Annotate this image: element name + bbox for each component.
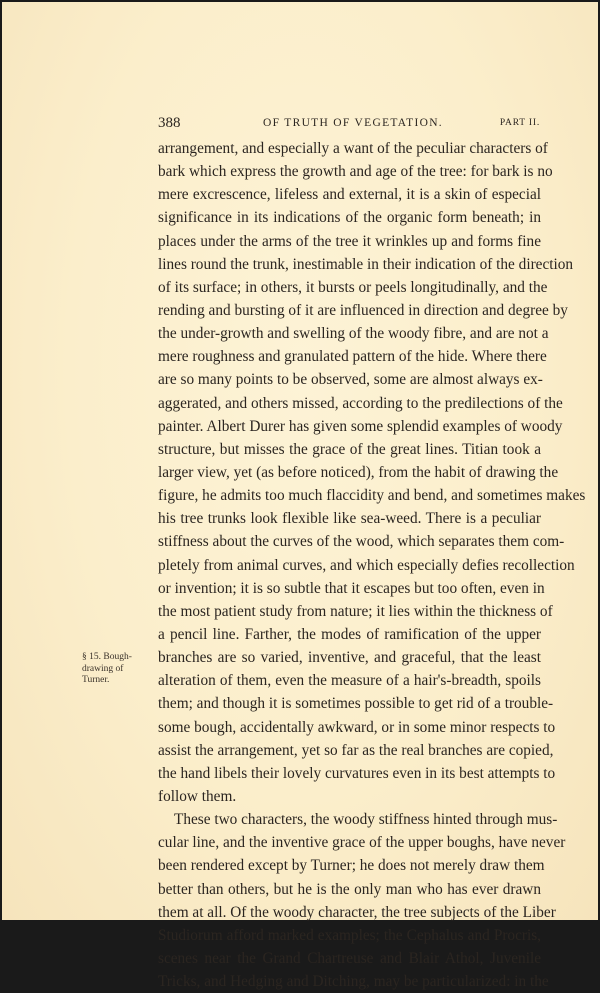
text-line: the under-growth and swelling of the woody fibre, and are not a bbox=[158, 325, 549, 343]
text-line: rending and bursting of it are influenced in direction and degree by bbox=[158, 301, 568, 319]
text-line: them; and though it is sometimes possible to get rid of a trouble- bbox=[158, 695, 554, 713]
marginal-note-line: § 15. Bough- bbox=[82, 652, 132, 662]
page-number: 388 bbox=[158, 115, 181, 131]
text-line: them at all. Of the woody character, the tree subjects of the Liber bbox=[158, 903, 556, 921]
text-line: a pencil line. Farther, the modes of ramification of the upper bbox=[158, 625, 541, 643]
text-line: bark which express the growth and age of the tree: for bark is no bbox=[158, 163, 553, 181]
running-title: OF TRUTH OF VEGETATION. bbox=[263, 117, 443, 129]
body-text bbox=[158, 137, 586, 993]
text-line: Tricks, and Hedging and Ditching, may be particularized: in the bbox=[158, 973, 549, 991]
text-line: places under the arms of the tree it wrinkles up and forms fine bbox=[158, 232, 541, 250]
text-line: pletely from animal curves, and which especially defies recollection bbox=[158, 556, 575, 574]
text-line: These two characters, the woody stiffness hinted through mus- bbox=[174, 811, 558, 829]
text-line: better than others, but he is the only man who has ever drawn bbox=[158, 880, 541, 898]
text-line: arrangement, and especially a want of the peculiar characters of bbox=[158, 140, 548, 157]
text-line: structure, but misses the grace of the great lines. Titian took a bbox=[158, 440, 541, 458]
text-line: the most patient study from nature; it lies within the thickness of bbox=[158, 602, 553, 620]
text-line: some bough, accidentally awkward, or in some minor respects to bbox=[158, 718, 556, 736]
text-line: painter. Albert Durer has given some splendid examples of woody bbox=[158, 417, 563, 435]
text-line: are so many points to be observed, some are almost always ex- bbox=[158, 371, 543, 389]
text-line: the hand libels their lovely curvatures even in its best attempts to bbox=[158, 764, 556, 782]
text-line: figure, he admits too much flaccidity and bend, and sometimes makes bbox=[158, 487, 586, 505]
text-line: Studiorum afford marked examples; the Cephalus and Procris, bbox=[158, 926, 541, 944]
text-line: cular line, and the inventive grace of the upper boughs, have never bbox=[158, 834, 566, 852]
text-line: significance in its indications of the organic form beneath; in bbox=[158, 209, 541, 227]
text-line: mere roughness and granulated pattern of the hide. Where there bbox=[158, 348, 547, 366]
text-line: assist the arrangement, yet so far as the real branches are copied, bbox=[158, 741, 554, 759]
text-line: larger view, yet (as before noticed), from the habit of drawing the bbox=[158, 463, 559, 481]
book-page bbox=[2, 2, 598, 991]
page-header bbox=[158, 115, 540, 135]
text-line: of its surface; in others, it bursts or peels longitudinally, and the bbox=[158, 278, 548, 296]
text-line: scenes near the Grand Chartreuse and Blair Athol, Juvenile bbox=[158, 949, 541, 967]
text-line: his tree trunks look flexible like sea-weed. There is a peculiar bbox=[158, 510, 541, 528]
text-line: lines round the trunk, inestimable in their indication of the direction bbox=[158, 255, 574, 273]
text-line: aggerated, and others missed, according to the predilections of the bbox=[158, 394, 563, 412]
text-line: or invention; it is so subtle that it escapes but too often, even in bbox=[158, 579, 545, 597]
text-line: been rendered except by Turner; he does not merely draw them bbox=[158, 857, 545, 875]
marginal-note-line: drawing of bbox=[82, 663, 124, 674]
text-line: mere excrescence, lifeless and external, it is a skin of especial bbox=[158, 186, 541, 204]
text-line: stiffness about the curves of the wood, which separates them com- bbox=[158, 533, 565, 551]
part-label: PART II. bbox=[499, 118, 540, 128]
text-line: branches are so varied, inventive, and graceful, that the least bbox=[158, 649, 541, 667]
text-line: alteration of them, even the measure of a hair's-breadth, spoils bbox=[158, 672, 541, 690]
marginal-note bbox=[82, 652, 154, 687]
marginal-note-line: Turner. bbox=[82, 675, 110, 685]
text-line: follow them. bbox=[158, 787, 237, 805]
